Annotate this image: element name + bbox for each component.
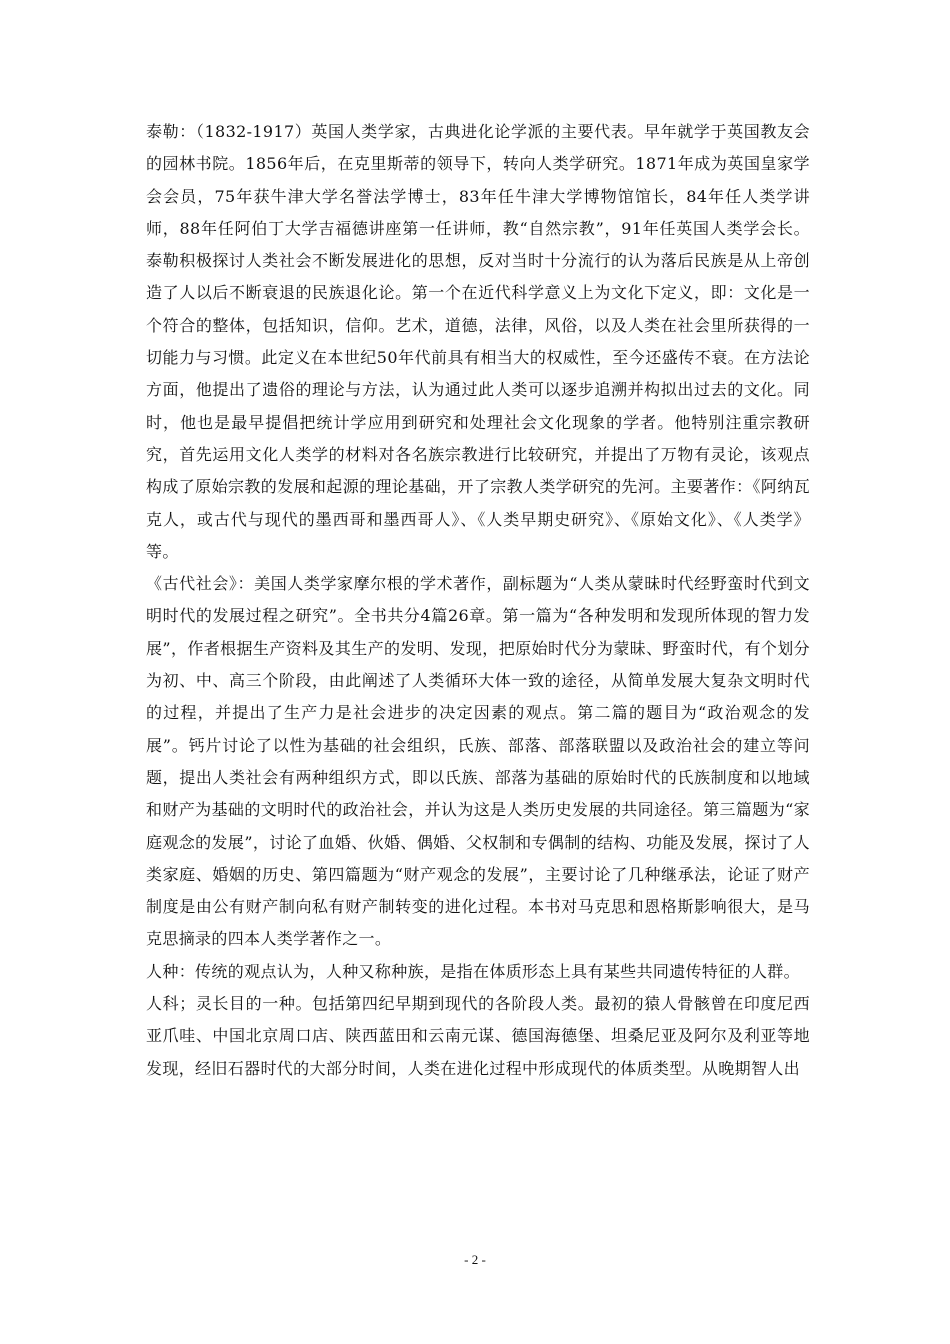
paragraph-ancient-society: 《古代社会》：美国人类学家摩尔根的学术著作，副标题为“人类从蒙昧时代经野蛮时代到文明时代的发展过程之研究”。全书共分4篇26章。第一篇为“各种发明和发现所体现的智力发展”，作者根据生产资料及其生产的发明、发现，把原始时代分为蒙昧、野蛮时代，有个划分为初、中、高三个阶段，由此阐述了人类循环大体一致的途径，从简单发展大复杂文明时代的过程，并提出了生产力是社会进步的决定因素的观点。第二篇的题目为“政治观念的发展”。钙片讨论了以性为基础的社会组织，氏族、部落、部落联盟以及政治社会的建立等问题，提出人类社会有两种组织方式，即以氏族、部落为基础的原始时代的氏族制度和以地域和财产为基础的文明时代的政治社会，并认为这是人类历史发展的共同途径。第三篇题为“家庭观念的发展”，讨论了血婚、伙婚、偶婚、父权制和专偶制的结构、功能及发展，探讨了人类家庭、婚姻的历史、第四篇题为“财产观念的发展”，主要讨论了几种继承法，论证了财产制度是由公有财产制向私有财产制转变的进化过程。本书对马克思和恩格斯影响很大，是马克思摘录的四本人类学著作之一。 xyxy=(146,574,810,949)
paragraph-hominidae: 人科；灵长目的一种。包括第四纪早期到现代的各阶段人类。最初的猿人骨骸曾在印度尼西亚爪哇、中国北京周口店、陕西蓝田和云南元谋、德国海德堡、坦桑尼亚及阿尔及利亚等地发现，经旧石器时代的大部分时间，人类在进化过程中形成现代的体质类型。从晚期智人出 xyxy=(146,994,810,1078)
page-number: - 2 - xyxy=(464,1252,486,1267)
document-body xyxy=(146,116,810,1085)
paragraph-race: 人种：传统的观点认为，人种又称种族，是指在体质形态上具有某些共同遗传特征的人群。 xyxy=(146,961,801,981)
paragraph-tylor: 泰勒：（1832-1917）英国人类学家，古典进化论学派的主要代表。早年就学于英国教友会的园林书院。1856年后，在克里斯蒂的领导下，转向人类学研究。1871年成为英国皇家学会会员，75年获牛津大学名誉法学博士，83年任牛津大学博物馆馆长，84年任人类学讲师，88年任阿伯丁大学吉福德讲座第一任讲师，教“自然宗教”，91年任英国人类学会长。泰勒积极探讨人类社会不断发展进化的思想，反对当时十分流行的认为落后民族是从上帝创造了人以后不断衰退的民族退化论。第一个在近代科学意义上为文化下定义，即：文化是一个符合的整体，包括知识，信仰。艺术，道德，法律，风俗，以及人类在社会里所获得的一切能力与习惯。此定义在本世纪50年代前具有相当大的权威性，至今还盛传不衰。在方法论方面，他提出了遗俗的理论与方法，认为通过此人类可以逐步追溯并构拟出过去的文化。同时，他也是最早提倡把统计学应用到研究和处理社会文化现象的学者。他特别注重宗教研究，首先运用文化人类学的材料对各名族宗教进行比较研究，并提出了万物有灵论，该观点构成了原始宗教的发展和起源的理论基础，开了宗教人类学研究的先河。主要著作：《阿纳瓦克人，或古代与现代的墨西哥和墨西哥人》、《人类早期史研究》、《原始文化》、《人类学》等。 xyxy=(146,122,810,561)
